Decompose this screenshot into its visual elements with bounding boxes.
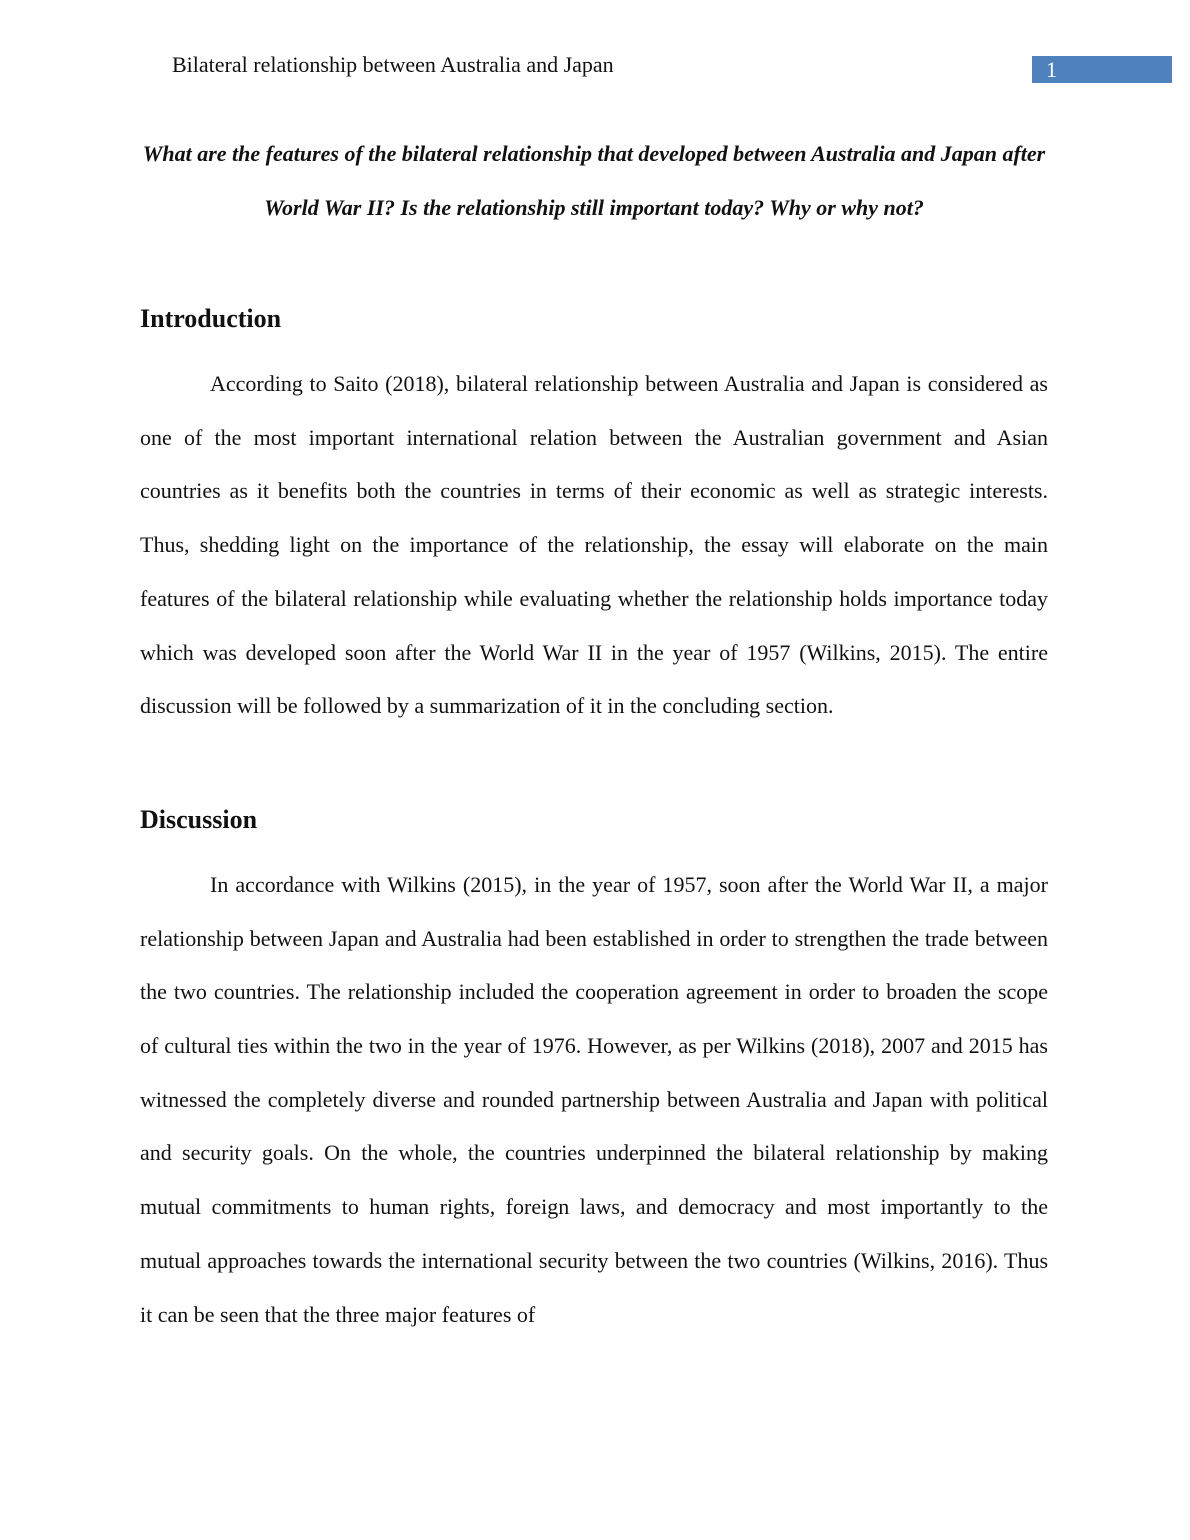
discussion-heading: Discussion: [140, 804, 258, 834]
running-head: Bilateral relationship between Australia and Japan: [172, 52, 614, 77]
discussion-paragraph: In accordance with Wilkins (2015), in the year of 1957, soon after the World War II, a major relationship between Japan and Australia had been established in order to strengthen the trade between the two countries. The relationship included the cooperation agreement in order to broaden the scope of cultural ties within the two in the year of 1976. However, as per Wilkins (2018), 2007 and 2015 has witnessed the completely diverse and rounded partnership between Australia and Japan with political and security goals. On the whole, the countries underpinned the bilateral relationship by making mutual commitments to human rights, foreign laws, and democracy and most importantly to the mutual approaches towards the international security between the two countries (Wilkins, 2016). Thus it can be seen that the three major features of: [140, 871, 1048, 1327]
introduction-paragraph: According to Saito (2018), bilateral relationship between Australia and Japan is considered as one of the most important international relation between the Australian government and Asian countries as it benefits both the countries in terms of their economic as well as strategic interests. Thus, shedding light on the importance of the relationship, the essay will elaborate on the main features of the bilateral relationship while evaluating whether the relationship holds importance today which was developed soon after the World War II in the year of 1957 (Wilkins, 2015). The entire discussion will be followed by a summarization of it in the concluding section.: [140, 371, 1048, 719]
page-number: 1: [1032, 56, 1172, 83]
document-body: [140, 127, 1048, 1341]
essay-question-title: What are the features of the bilateral relationship that developed between Australia and Japan after World War II? Is the relationship still important today? Why or why not?: [142, 141, 1046, 220]
introduction-heading: Introduction: [140, 304, 282, 333]
